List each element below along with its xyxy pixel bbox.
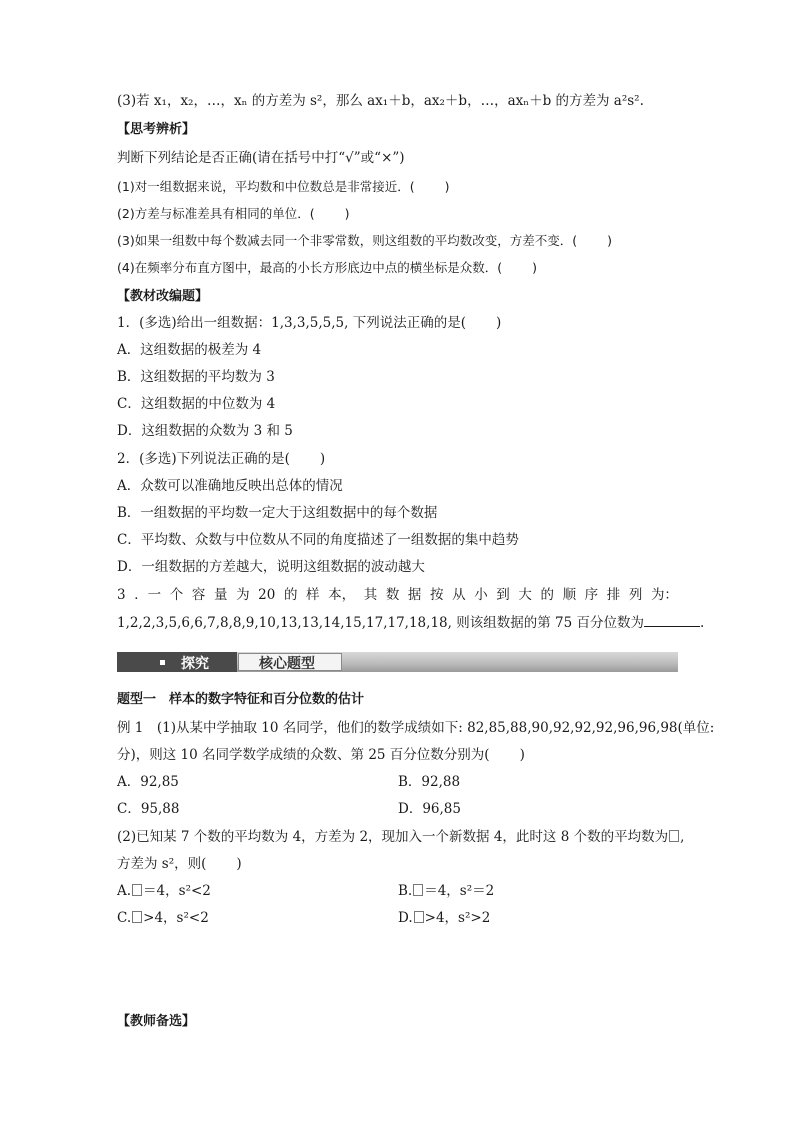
think-heading: 【思考辨析】 [117, 122, 196, 137]
paren-close: ) [344, 206, 350, 221]
think-item-text: (1)对一组数据来说，平均数和中位数总是非常接近．( [117, 179, 415, 194]
question-text: 方差为 s²，则( [117, 856, 207, 872]
q2-option-c: C．平均数、众数与中位数从不同的角度描述了一组数据的集中趋势 [117, 532, 519, 548]
q2-option-b: B．一组数据的平均数一定大于这组数据中的每个数据 [117, 505, 438, 521]
paren-close: ) [495, 315, 502, 331]
question-3-token: 顺 [562, 587, 577, 603]
question-3-token: 个 [169, 587, 184, 603]
option-text: ＝4，s²＝2 [424, 883, 495, 899]
option-text: ＝4，s²<2 [143, 883, 211, 899]
question-3-token: 排 [606, 587, 621, 603]
paren-close: ) [607, 233, 612, 248]
placeholder-box-icon [414, 911, 424, 923]
example-1-line-1: 例 1 (1)从某中学抽取 10 名同学，他们的数学成绩如下: 82,85,88,90,92,92,92,96,96,98(单位: [117, 720, 715, 736]
q1-option-c: C．这组数据的中位数为 4 [117, 396, 276, 412]
q2-option-a: A．众数可以准确地反映出总体的情况 [117, 478, 343, 494]
question-3-token: ．一 [134, 587, 162, 603]
placeholder-box-icon [413, 884, 423, 896]
question-3-token: 从 [452, 587, 466, 603]
think-item-text: (4)在频率分布直方图中，最高的小长方形底边中点的横坐标是众数．( [117, 260, 503, 275]
question-3-token: 小 [474, 587, 488, 603]
banner-label-right: 核心题型 [259, 656, 315, 672]
paren-close: ) [236, 856, 242, 872]
option-letter: D. [398, 910, 413, 926]
paren-close: ) [519, 747, 525, 763]
question-3-line-2 [117, 613, 704, 632]
q1-option-d: D．这组数据的众数为 3 和 5 [117, 423, 293, 439]
question-3-token: 本， [328, 587, 356, 603]
think-item-text: (3)如果一组数中每个数减去同一个非零常数，则这组数的平均数改变，方差不变．( [117, 233, 578, 248]
p2-option-a [117, 882, 211, 900]
question-3-token: 按 [430, 587, 444, 603]
q1-option-a: A．这组数据的极差为 4 [117, 342, 262, 358]
option-letter: A. [117, 883, 132, 899]
part-2-line-2 [117, 855, 242, 873]
question-3-token: 序 [584, 587, 599, 603]
period: . [699, 615, 705, 631]
square-bullet-icon [160, 660, 165, 665]
question-3-token: 量 [213, 587, 228, 603]
answer-blank[interactable] [644, 613, 700, 627]
question-1-stem [117, 314, 501, 332]
option-letter: B. [398, 883, 413, 899]
q1-option-b: B．这组数据的平均数为 3 [117, 369, 275, 385]
placeholder-box-icon [669, 830, 679, 842]
part-2-line-1: (2)已知某 7 个数的平均数为 4，方差为 2，现加入一个新数据 4，此时这 8 个数的平均数为 , [117, 829, 685, 845]
p2-option-c [117, 909, 209, 927]
question-3-line-1 [117, 586, 678, 604]
paren-close: ) [532, 260, 537, 275]
think-item-3 [117, 232, 612, 250]
option-text: >4，s²>2 [424, 910, 491, 926]
question-3-token: 据 [407, 587, 422, 603]
teacher-heading: 【教师备选】 [117, 1014, 196, 1029]
ex1-option-d: D．96,85 [398, 801, 461, 817]
question-3-token: 的 [283, 587, 298, 603]
option-letter: C. [117, 910, 132, 926]
property-3: (3)若 x₁，x₂，…，xₙ 的方差为 s²，那么 ax₁＋b，ax₂＋b，…，axₙ＋b 的方差为 a²s². [117, 93, 644, 109]
question-text: (2)已知某 7 个数的平均数为 4，方差为 2，现加入一个新数据 4，此时这 8 个数的平均数为 [117, 829, 669, 845]
question-text: 1．(多选)给出一组数据：1,3,3,5,5,5, 下列说法正确的是( [117, 315, 466, 331]
banner-left-block [117, 652, 237, 672]
placeholder-box-icon [132, 911, 142, 923]
question-text: 分)，则这 10 名同学数学成绩的众数、第 25 百分位数分别为( [117, 747, 490, 763]
think-item-text: (2)方差与标准差具有相同的单位．( [117, 206, 315, 221]
question-3-token: 其 [363, 587, 378, 603]
textbook-heading: 【教材改编题】 [117, 289, 209, 304]
ex1-option-b: B．92,88 [398, 774, 461, 790]
question-text: 1,2,2,3,5,6,6,7,8,8,9,10,13,13,14,15,17,17,18,18, 则该组数据的第 75 百分位数为 [117, 615, 644, 631]
question-3-token: 3 [117, 587, 126, 603]
question-3-token: 的 [540, 587, 554, 603]
think-item-1 [117, 178, 449, 196]
question-3-token: 列 [628, 587, 643, 603]
think-item-4 [117, 259, 537, 277]
option-text: >4，s²<2 [143, 910, 209, 926]
paren-close: ) [319, 451, 326, 467]
think-intro: 判断下列结论是否正确(请在括号中打“√”或“×”) [117, 150, 405, 166]
banner-label-left: 探究 [181, 656, 209, 672]
p2-option-b [398, 882, 494, 900]
question-3-token: 到 [496, 587, 510, 603]
section-banner [117, 652, 678, 672]
question-text: 2．(多选)下列说法正确的是( [117, 451, 290, 467]
question-3-token: 样 [306, 587, 320, 603]
question-2-stem [117, 450, 325, 468]
p2-option-d [398, 909, 490, 927]
example-1-line-2 [117, 746, 525, 764]
question-3-token: 20 [258, 587, 276, 603]
question-3-token: 大 [518, 587, 532, 603]
question-3-token: 为： [650, 587, 678, 603]
type-1-title: 题型一 样本的数字特征和百分位数的估计 [117, 692, 365, 707]
question-3-token: 容 [191, 587, 206, 603]
think-item-2 [117, 205, 349, 223]
ex1-option-a: A．92,85 [117, 774, 179, 790]
question-3-token: 为 [236, 587, 250, 603]
ex1-option-c: C．95,88 [117, 801, 180, 817]
q2-option-d: D．一组数据的方差越大，说明这组数据的波动越大 [117, 559, 425, 575]
paren-close: ) [444, 179, 450, 194]
placeholder-box-icon [132, 884, 142, 896]
question-3-token: 数 [385, 587, 400, 603]
